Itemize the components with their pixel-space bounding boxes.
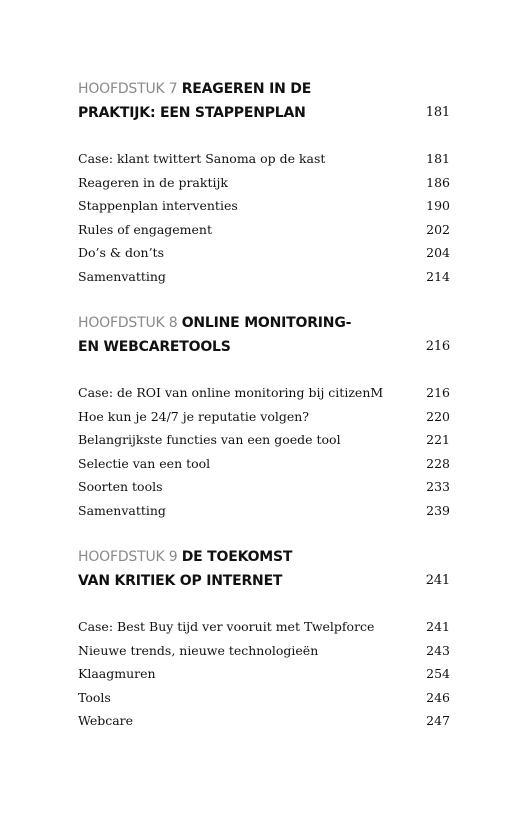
toc-entry xyxy=(78,405,450,429)
chapter-page-number: 241 xyxy=(425,573,450,588)
entry-title: Samenvatting xyxy=(78,268,166,284)
entry-title: Case: Best Buy tijd ver vooruit met Twelpforce xyxy=(78,619,375,634)
chapter-label: HOOFDSTUK 9 xyxy=(78,549,178,565)
chapter-title: VAN KRITIEK OP INTERNET xyxy=(78,573,283,589)
toc-entry xyxy=(78,615,450,639)
chapter-heading-line-2 xyxy=(78,101,450,125)
entry-page-number: 239 xyxy=(426,502,450,518)
entry-title: Do’s & don’ts xyxy=(78,245,164,260)
entry-page-number: 202 xyxy=(426,221,450,237)
chapter-heading-line-1 xyxy=(78,77,450,101)
chapter-heading-line-1 xyxy=(78,311,450,335)
toc-entry xyxy=(78,662,450,686)
entry-list xyxy=(78,615,450,733)
toc-entry xyxy=(78,709,450,733)
toc-entry xyxy=(78,499,450,523)
toc-entry xyxy=(78,194,450,218)
chapter-label: HOOFDSTUK 8 xyxy=(78,315,178,331)
chapter-title: ONLINE MONITORING- xyxy=(181,315,352,331)
toc-entry xyxy=(78,428,450,452)
entry-page-number: 254 xyxy=(426,666,450,681)
toc-entry xyxy=(78,218,450,242)
entry-page-number: 247 xyxy=(426,713,450,728)
entry-page-number: 221 xyxy=(426,432,450,447)
entry-title: Samenvatting xyxy=(78,502,166,518)
chapter-7 xyxy=(78,77,450,288)
chapter-heading-line-1 xyxy=(78,545,450,569)
chapter-page-number: 216 xyxy=(425,339,450,354)
entry-page-number: 241 xyxy=(426,619,450,634)
entry-page-number: 186 xyxy=(426,174,450,190)
chapter-page-number: 181 xyxy=(425,105,450,120)
chapter-title: DE TOEKOMST xyxy=(181,549,293,565)
entry-title: Soorten tools xyxy=(78,479,163,494)
entry-title: Tools xyxy=(78,689,111,705)
entry-title: Belangrijkste functies van een goede tool xyxy=(78,432,341,447)
entry-page-number: 216 xyxy=(426,385,450,400)
chapter-heading-line-2 xyxy=(78,569,450,593)
entry-list xyxy=(78,381,450,522)
toc-entry xyxy=(78,147,450,171)
entry-title: Case: de ROI van online monitoring bij citizenM xyxy=(78,385,384,400)
entry-title: Nieuwe trends, nieuwe technologieën xyxy=(78,642,319,658)
toc-entry xyxy=(78,639,450,663)
entry-page-number: 233 xyxy=(426,479,450,494)
chapter-title: PRAKTIJK: EEN STAPPENPLAN xyxy=(78,105,306,121)
entry-page-number: 204 xyxy=(426,245,450,260)
entry-page-number: 243 xyxy=(426,642,450,658)
entry-title: Stappenplan interventies xyxy=(78,198,238,213)
chapter-9 xyxy=(78,545,450,733)
chapter-label: HOOFDSTUK 7 xyxy=(78,81,178,97)
entry-page-number: 246 xyxy=(426,689,450,705)
entry-title: Hoe kun je 24/7 je reputatie volgen? xyxy=(78,408,310,424)
entry-title: Case: klant twittert Sanoma op de kast xyxy=(78,151,326,166)
toc-entry xyxy=(78,475,450,499)
entry-title: Webcare xyxy=(78,713,134,728)
entry-page-number: 181 xyxy=(426,151,450,166)
entry-page-number: 228 xyxy=(426,455,450,471)
toc-entry xyxy=(78,452,450,476)
entry-title: Reageren in de praktijk xyxy=(78,174,228,190)
toc-entry xyxy=(78,381,450,405)
entry-title: Selectie van een tool xyxy=(78,455,211,471)
entry-page-number: 190 xyxy=(426,198,450,213)
toc-entry xyxy=(78,686,450,710)
toc-entry xyxy=(78,171,450,195)
entry-list xyxy=(78,147,450,288)
entry-title: Klaagmuren xyxy=(78,666,156,681)
entry-title: Rules of engagement xyxy=(78,221,212,237)
chapter-heading-line-2 xyxy=(78,335,450,359)
toc-entry xyxy=(78,241,450,265)
entry-page-number: 214 xyxy=(426,268,450,284)
toc-entry xyxy=(78,265,450,289)
chapter-title: REAGEREN IN DE xyxy=(181,81,312,97)
chapter-8 xyxy=(78,311,450,522)
chapter-title: EN WEBCARETOOLS xyxy=(78,339,231,355)
entry-page-number: 220 xyxy=(426,408,450,424)
